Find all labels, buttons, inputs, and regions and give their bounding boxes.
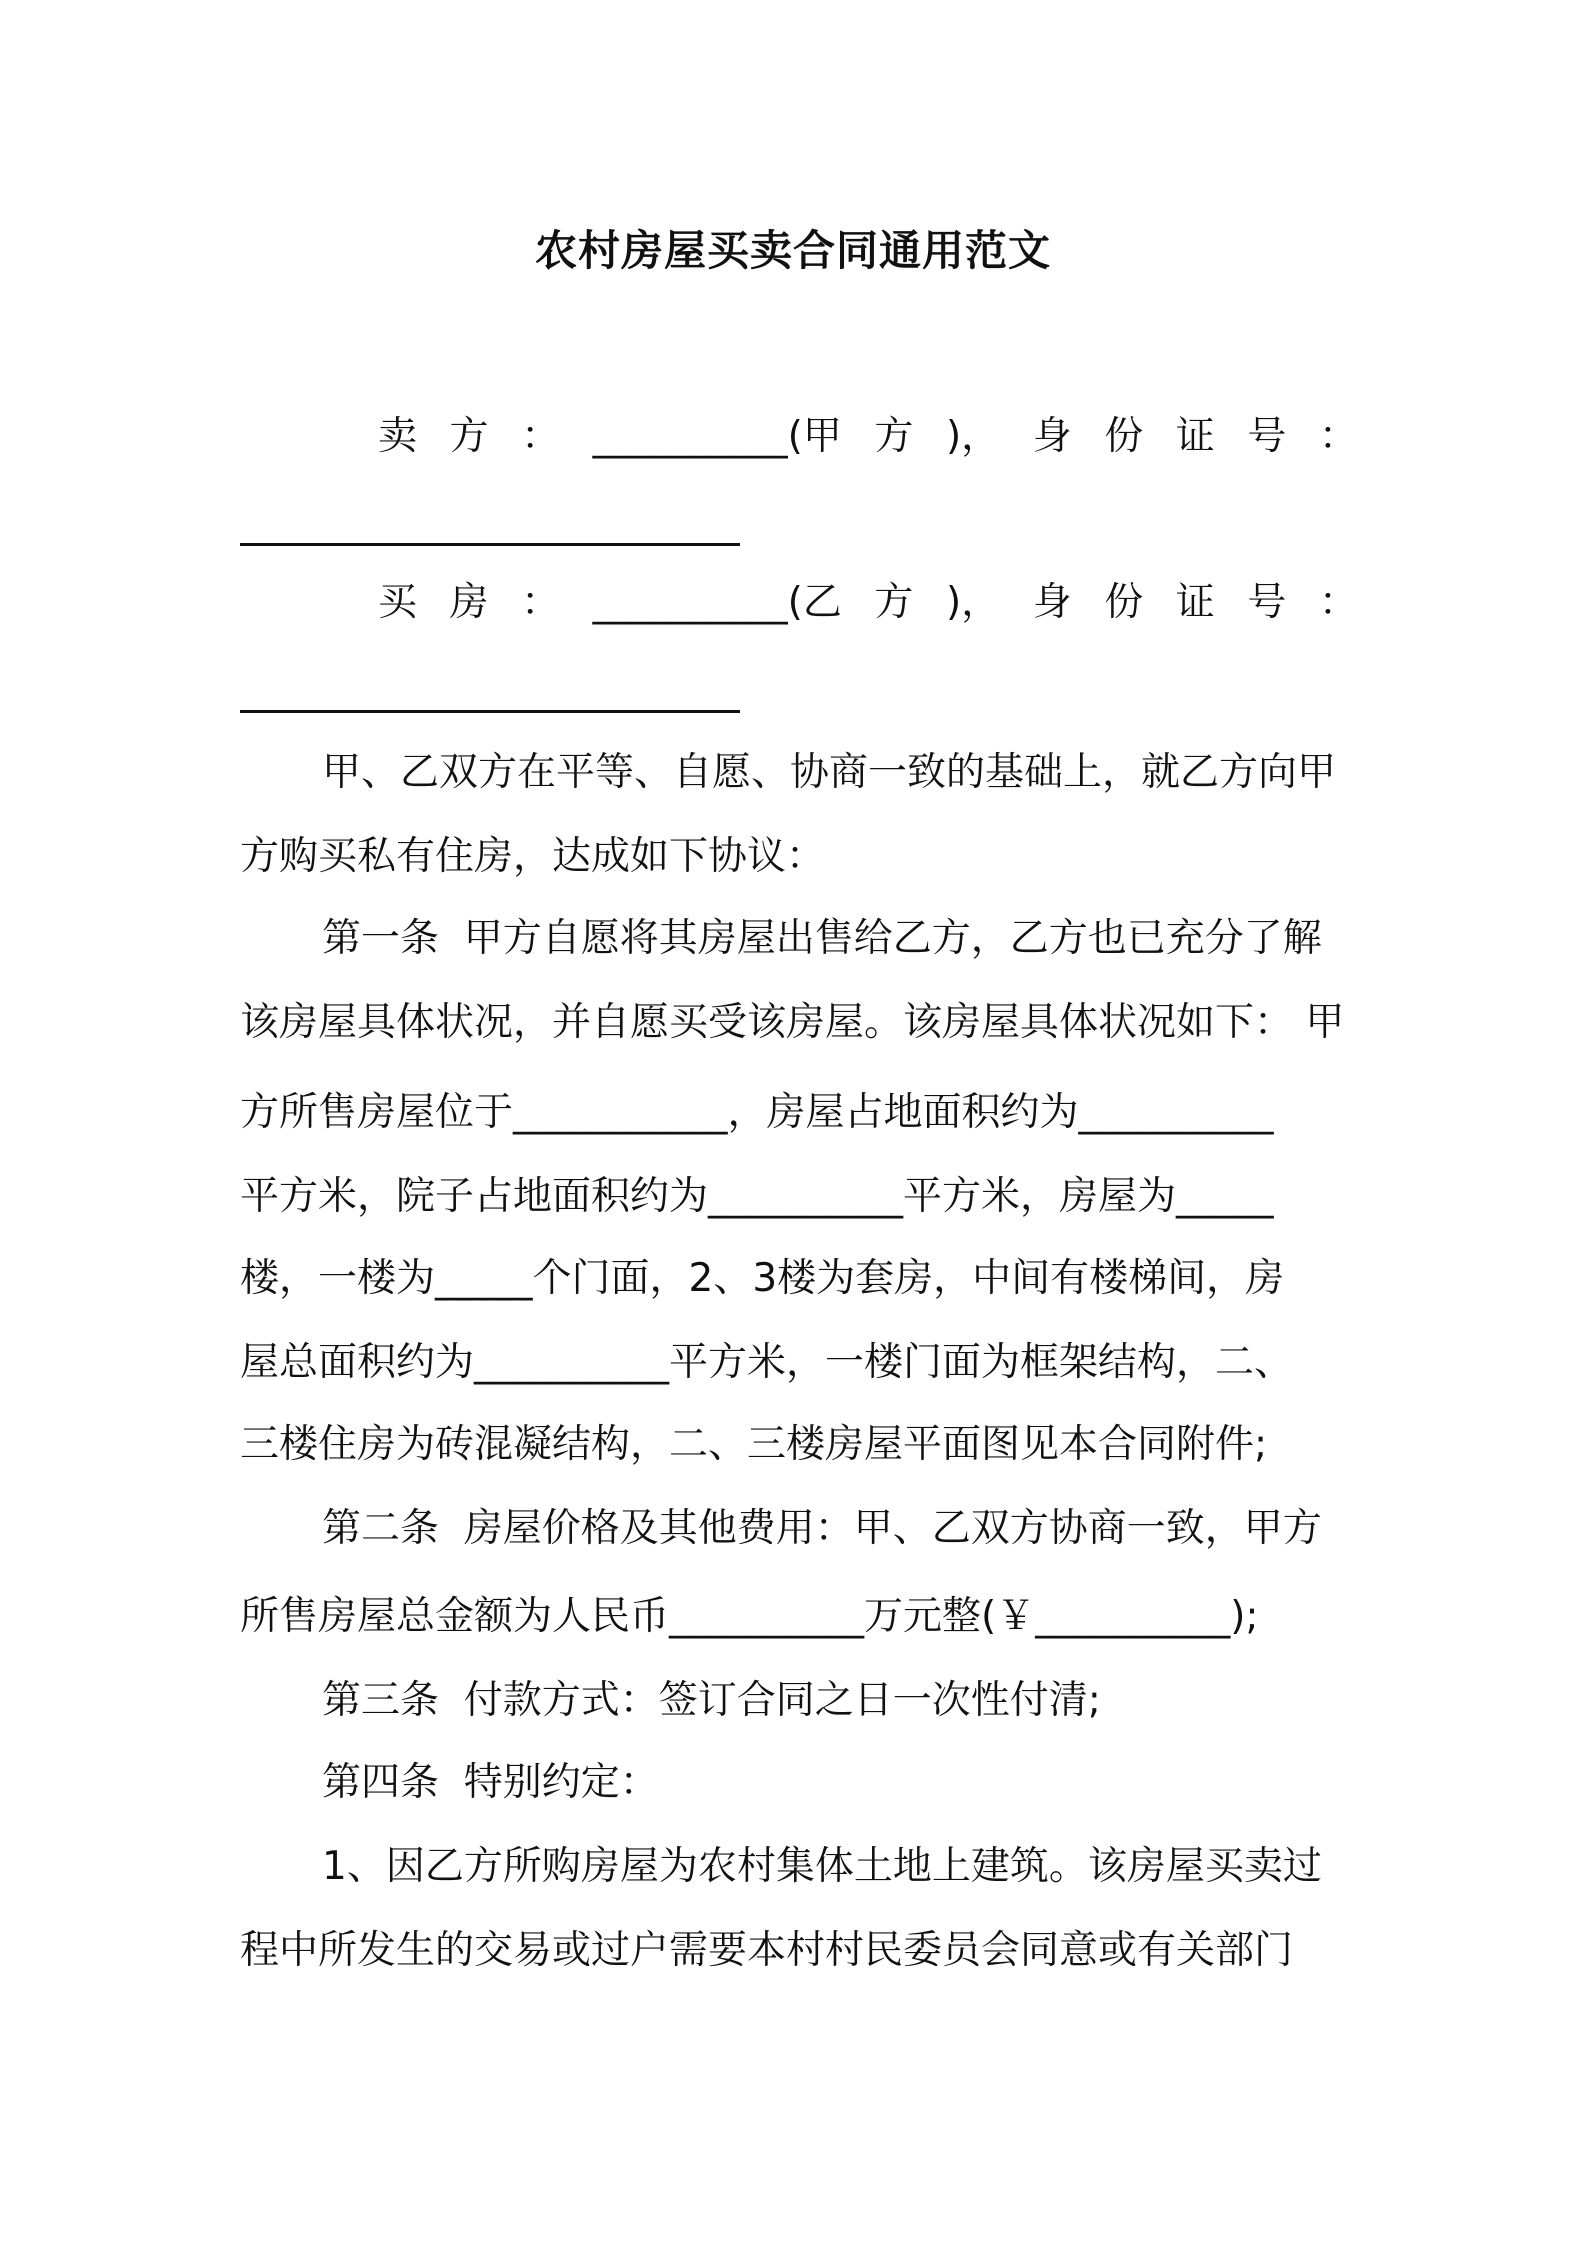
preamble-line: 方购买私有住房，达成如下协议： (240, 834, 826, 879)
buyer-char: 证 (1175, 580, 1215, 625)
article-2-line: 所售房屋总金额为人民币__________万元整(￥__________); (240, 1594, 1259, 1639)
article-4-item-line: 1、因乙方所购房屋为农村集体土地上建筑。该房屋买卖过 (322, 1844, 1322, 1889)
article-1-line: 楼，一楼为_____个门面，2、3楼为套房，中间有楼梯间，房 (240, 1256, 1285, 1301)
buyer-char: 号 (1247, 580, 1287, 625)
buyer-char: 买 (378, 580, 418, 625)
seller-id-blank (240, 543, 740, 546)
buyer-char: 方 (874, 580, 914, 625)
buyer-name-blank: __________(乙 (592, 580, 842, 625)
buyer-char: )， (945, 580, 1001, 625)
article-1-line: 三楼住房为砖混凝结构，二、三楼房屋平面图见本合同附件; (240, 1422, 1268, 1467)
buyer-char: ： (1318, 580, 1358, 625)
buyer-line (378, 578, 1358, 628)
seller-char: 份 (1104, 414, 1144, 459)
seller-char: 号 (1247, 414, 1287, 459)
seller-name-blank: __________(甲 (592, 414, 842, 459)
buyer-id-blank (240, 710, 740, 713)
seller-char: 身 (1032, 414, 1072, 459)
article-4-item-line: 程中所发生的交易或过户需要本村村民委员会同意或有关部门 (240, 1928, 1294, 1973)
document-title: 农村房屋买卖合同通用范文 (534, 226, 1051, 275)
article-1-line: 该房屋具体状况，并自愿买受该房屋。该房屋具体状况如下： 甲 (240, 1000, 1345, 1045)
seller-char: 方 (449, 414, 489, 459)
article-3-line: 第三条 付款方式：签订合同之日一次性付清; (322, 1678, 1101, 1723)
seller-char: 卖 (378, 414, 418, 459)
seller-char: 方 (874, 414, 914, 459)
article-1-line: 平方米，院子占地面积约为__________平方米，房屋为_____ (240, 1174, 1274, 1219)
buyer-char: 份 (1104, 580, 1144, 625)
article-1-line: 屋总面积约为__________平方米，一楼门面为框架结构，二、 (240, 1340, 1294, 1385)
seller-char: 证 (1175, 414, 1215, 459)
seller-char: )， (945, 414, 1001, 459)
article-1-line: 第一条 甲方自愿将其房屋出售给乙方，乙方也已充分了解 (322, 916, 1322, 961)
article-1-line: 方所售房屋位于___________，房屋占地面积约为__________ (240, 1090, 1274, 1135)
seller-char: ： (1318, 414, 1358, 459)
seller-line (378, 412, 1358, 462)
buyer-char: 身 (1032, 580, 1072, 625)
seller-char: ： (521, 414, 561, 459)
buyer-char: ： (521, 580, 561, 625)
preamble-line: 甲、乙双方在平等、自愿、协商一致的基础上，就乙方向甲 (322, 750, 1337, 795)
article-2-line: 第二条 房屋价格及其他费用：甲、乙双方协商一致，甲方 (322, 1506, 1322, 1551)
buyer-char: 房 (449, 580, 489, 625)
article-4-heading: 第四条 特别约定： (322, 1760, 659, 1805)
